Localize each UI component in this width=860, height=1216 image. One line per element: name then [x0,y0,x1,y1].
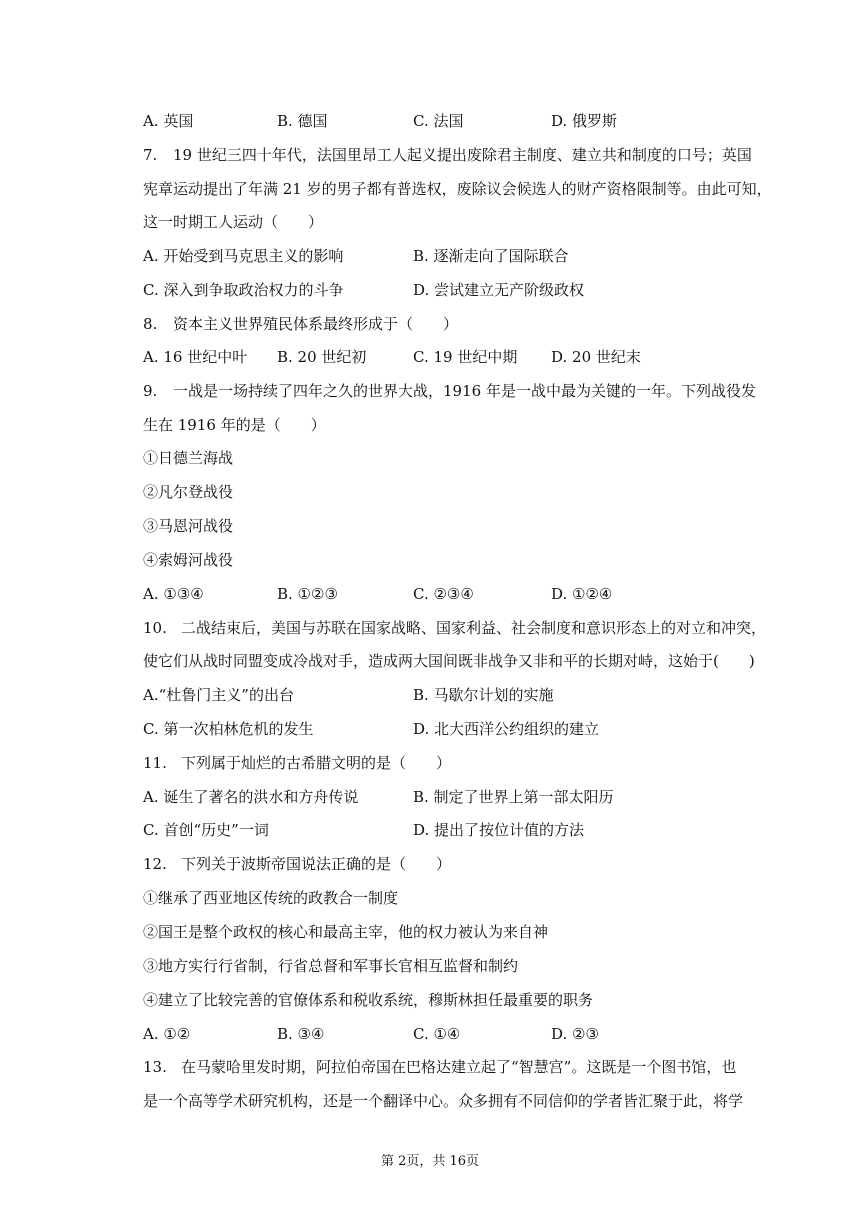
q11-option-d: D. 提出了按位计值的方法 [413,821,585,839]
q10-options-row-1 [143,685,763,705]
q6-options [143,111,763,131]
q13-number: 13. [143,1058,167,1076]
q8-number: 8. [143,315,158,333]
q8-option-a: A. 16 世纪中叶 [143,348,248,366]
q11-options-row-2 [143,820,763,840]
q7-options-row-1 [143,246,763,266]
q10-stem-line-1: 10. 二战结束后，美国与苏联在国家战略、国家利益、社会制度和意识形态上的对立和冲突， [143,619,767,637]
q12-options [143,1024,763,1044]
q10-option-b: B. 马歇尔计划的实施 [413,686,554,704]
q9-item-2: ②凡尔登战役 [143,483,234,501]
q7-number: 7. [143,146,158,164]
q13-stem-line-2: 是一个高等学术研究机构，还是一个翻译中心。众多拥有不同信仰的学者皆汇聚于此，将学 [143,1092,744,1110]
q9-item-1: ①日德兰海战 [143,449,234,467]
q12-item-4: ④建立了比较完善的官僚体系和税收系统，穆斯林担任最重要的职务 [143,991,594,1009]
q9-option-d: D. ①②④ [551,585,613,603]
q11-option-b: B. 制定了世界上第一部太阳历 [413,788,614,806]
q7-stem-line-3: 这一时期工人运动（ ） [143,213,324,231]
q8-option-d: D. 20 世纪末 [551,348,641,366]
q11-option-c: C. 首创“历史”一词 [143,821,269,839]
q6-option-c: C. 法国 [413,112,464,130]
q13-stem-line-1: 13. 在马蒙哈里发时期，阿拉伯帝国在巴格达建立起了“智慧宫”。这既是一个图书馆，也 [143,1058,737,1076]
q12-option-a: A. ①② [143,1025,191,1043]
q10-stem-line-2: 使它们从战时同盟变成冷战对手，造成两大国间既非战争又非和平的长期对峙，这始于( ) [143,652,755,670]
q7-stem-line-2: 宪章运动提出了年满 21 岁的男子都有普选权，废除议会候选人的财产资格限制等。由此可知， [143,180,772,198]
q8-option-c: C. 19 世纪中期 [413,348,518,366]
q12-number: 12. [143,855,167,873]
q9-stem-line-2: 生在 1916 年的是（ ） [143,416,326,434]
q12-option-b: B. ③④ [277,1025,325,1043]
q7-options-row-2 [143,280,763,300]
q12-option-d: D. ②③ [551,1025,599,1043]
q12-item-3: ③地方实行行省制，行省总督和军事长官相互监督和制约 [143,957,519,975]
q12-option-c: C. ①④ [413,1025,461,1043]
q9-item-4: ④索姆河战役 [143,551,234,569]
q6-option-d: D. 俄罗斯 [551,112,618,130]
q9-number: 9. [143,382,158,400]
q10-option-c: C. 第一次柏林危机的发生 [143,720,314,738]
page-footer: 第 2页，共 16页 [380,1154,480,1169]
q9-option-c: C. ②③④ [413,585,474,603]
q8-option-b: B. 20 世纪初 [277,348,367,366]
q10-option-d: D. 北大西洋公约组织的建立 [413,720,600,738]
q8-options [143,347,763,367]
q7-stem-line-1: 7. 19 世纪三四十年代，法国里昂工人起义提出废除君主制度、建立共和制度的口号；英国 [143,146,752,164]
q9-stem-line-1: 9. 一战是一场持续了四年之久的世界大战，1916 年是一战中最为关键的一年。下列战役发 [143,382,756,400]
q10-option-a: A.“杜鲁门主义”的出台 [143,686,294,704]
q8-stem: 8. 资本主义世界殖民体系最终形成于（ ） [143,315,459,333]
q7-option-a: A. 开始受到马克思主义的影响 [143,247,344,265]
q9-item-3: ③马恩河战役 [143,517,234,535]
q11-option-a: A. 诞生了著名的洪水和方舟传说 [143,788,359,806]
q11-number: 11. [143,754,167,772]
q12-stem: 12. 下列关于波斯帝国说法正确的是（ ） [143,855,452,873]
q9-option-b: B. ①②③ [277,585,338,603]
q9-options [143,584,763,604]
q6-option-a: A. 英国 [143,112,194,130]
q7-option-d: D. 尝试建立无产阶级政权 [413,281,585,299]
q11-stem: 11. 下列属于灿烂的古希腊文明的是（ ） [143,754,452,772]
q12-item-1: ①继承了西亚地区传统的政教合一制度 [143,889,399,907]
q12-item-2: ②国王是整个政权的核心和最高主宰，他的权力被认为来自神 [143,923,549,941]
q7-option-c: C. 深入到争取政治权力的斗争 [143,281,344,299]
q6-option-b: B. 德国 [277,112,328,130]
q10-options-row-2 [143,719,763,739]
q9-option-a: A. ①③④ [143,585,204,603]
q7-option-b: B. 逐渐走向了国际联合 [413,247,569,265]
q11-options-row-1 [143,787,763,807]
q10-number: 10. [143,619,167,637]
